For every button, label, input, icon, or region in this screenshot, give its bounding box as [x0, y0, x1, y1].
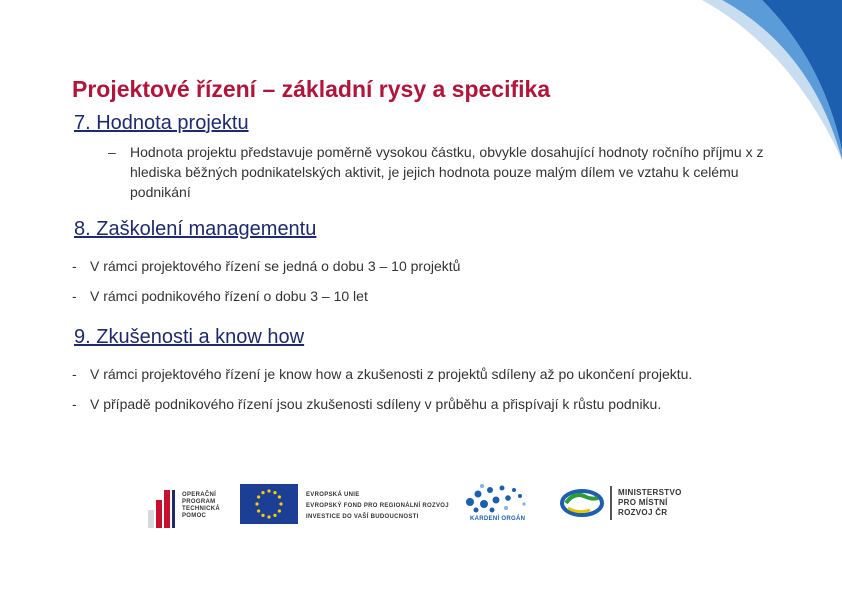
optp-line: OPERAČNÍ [182, 492, 217, 498]
eu-flag-icon [240, 484, 298, 524]
section-7-heading: 7. Hodnota projektu [74, 112, 249, 134]
bullet-text: V případě podnikového řízení jsou zkušenosti sdíleny v průběhu a přispívají k růstu podniku. [90, 396, 662, 412]
section-9-bullet-2 [72, 396, 661, 412]
section-8-bullet-1 [72, 258, 460, 274]
optp-logo [146, 488, 236, 528]
eu-line: EVROPSKÁ UNIE [306, 492, 360, 498]
corner-decoration [702, 0, 842, 160]
bullet-dash: - [72, 288, 77, 304]
logo-strip [140, 480, 740, 530]
optp-bars-icon [146, 488, 176, 528]
section-7-item [110, 142, 780, 202]
slide-title: Projektové řízení – základní rysy a specifika [72, 76, 551, 102]
dots-logo-icon [462, 480, 532, 516]
dash-marker: – [108, 144, 116, 160]
bullet-text: V rámci projektového řízení je know how a zkušenosti z projektů sdíleny až po ukončení projektu. [90, 366, 693, 382]
optp-line: TECHNICKÁ [182, 506, 221, 512]
bullet-dash: - [72, 258, 77, 274]
bullet-text: V rámci podnikového řízení o dobu 3 – 10 let [90, 288, 368, 304]
mmr-line: MINISTERSTVO [618, 488, 682, 497]
section-9-bullet-1 [72, 366, 692, 382]
section-8-heading: 8. Zaškolení managementu [74, 218, 317, 240]
ko-label: KARDENÍ ORGÁN [470, 516, 526, 522]
optp-line: POMOC [182, 513, 207, 519]
eu-line: EVROPSKÝ FOND PRO REGIONÁLNÍ ROZVOJ [306, 503, 449, 509]
bullet-text: V rámci projektového řízení se jedná o dobu 3 – 10 projektů [90, 258, 461, 274]
mmr-logo-icon [560, 488, 604, 518]
mmr-line: PRO MÍSTNÍ [618, 498, 668, 507]
section-9-heading: 9. Zkušenosti a know how [74, 326, 305, 348]
section-7-text: Hodnota projektu představuje poměrně vysokou částku, obvykle dosahující hodnoty ročního příjmu x z hlediska běžných podnikatelských aktivit, je jejich hodnota pouze malým dílem ve vztahu k celému podnikání [130, 144, 764, 200]
eu-line: INVESTICE DO VAŠÍ BUDOUCNOSTI [306, 514, 419, 520]
bullet-dash: - [72, 366, 77, 382]
optp-line: PROGRAM [182, 499, 216, 505]
mmr-line: ROZVOJ ČR [618, 508, 668, 517]
section-8-bullet-2 [72, 288, 368, 304]
bullet-dash: - [72, 396, 77, 412]
